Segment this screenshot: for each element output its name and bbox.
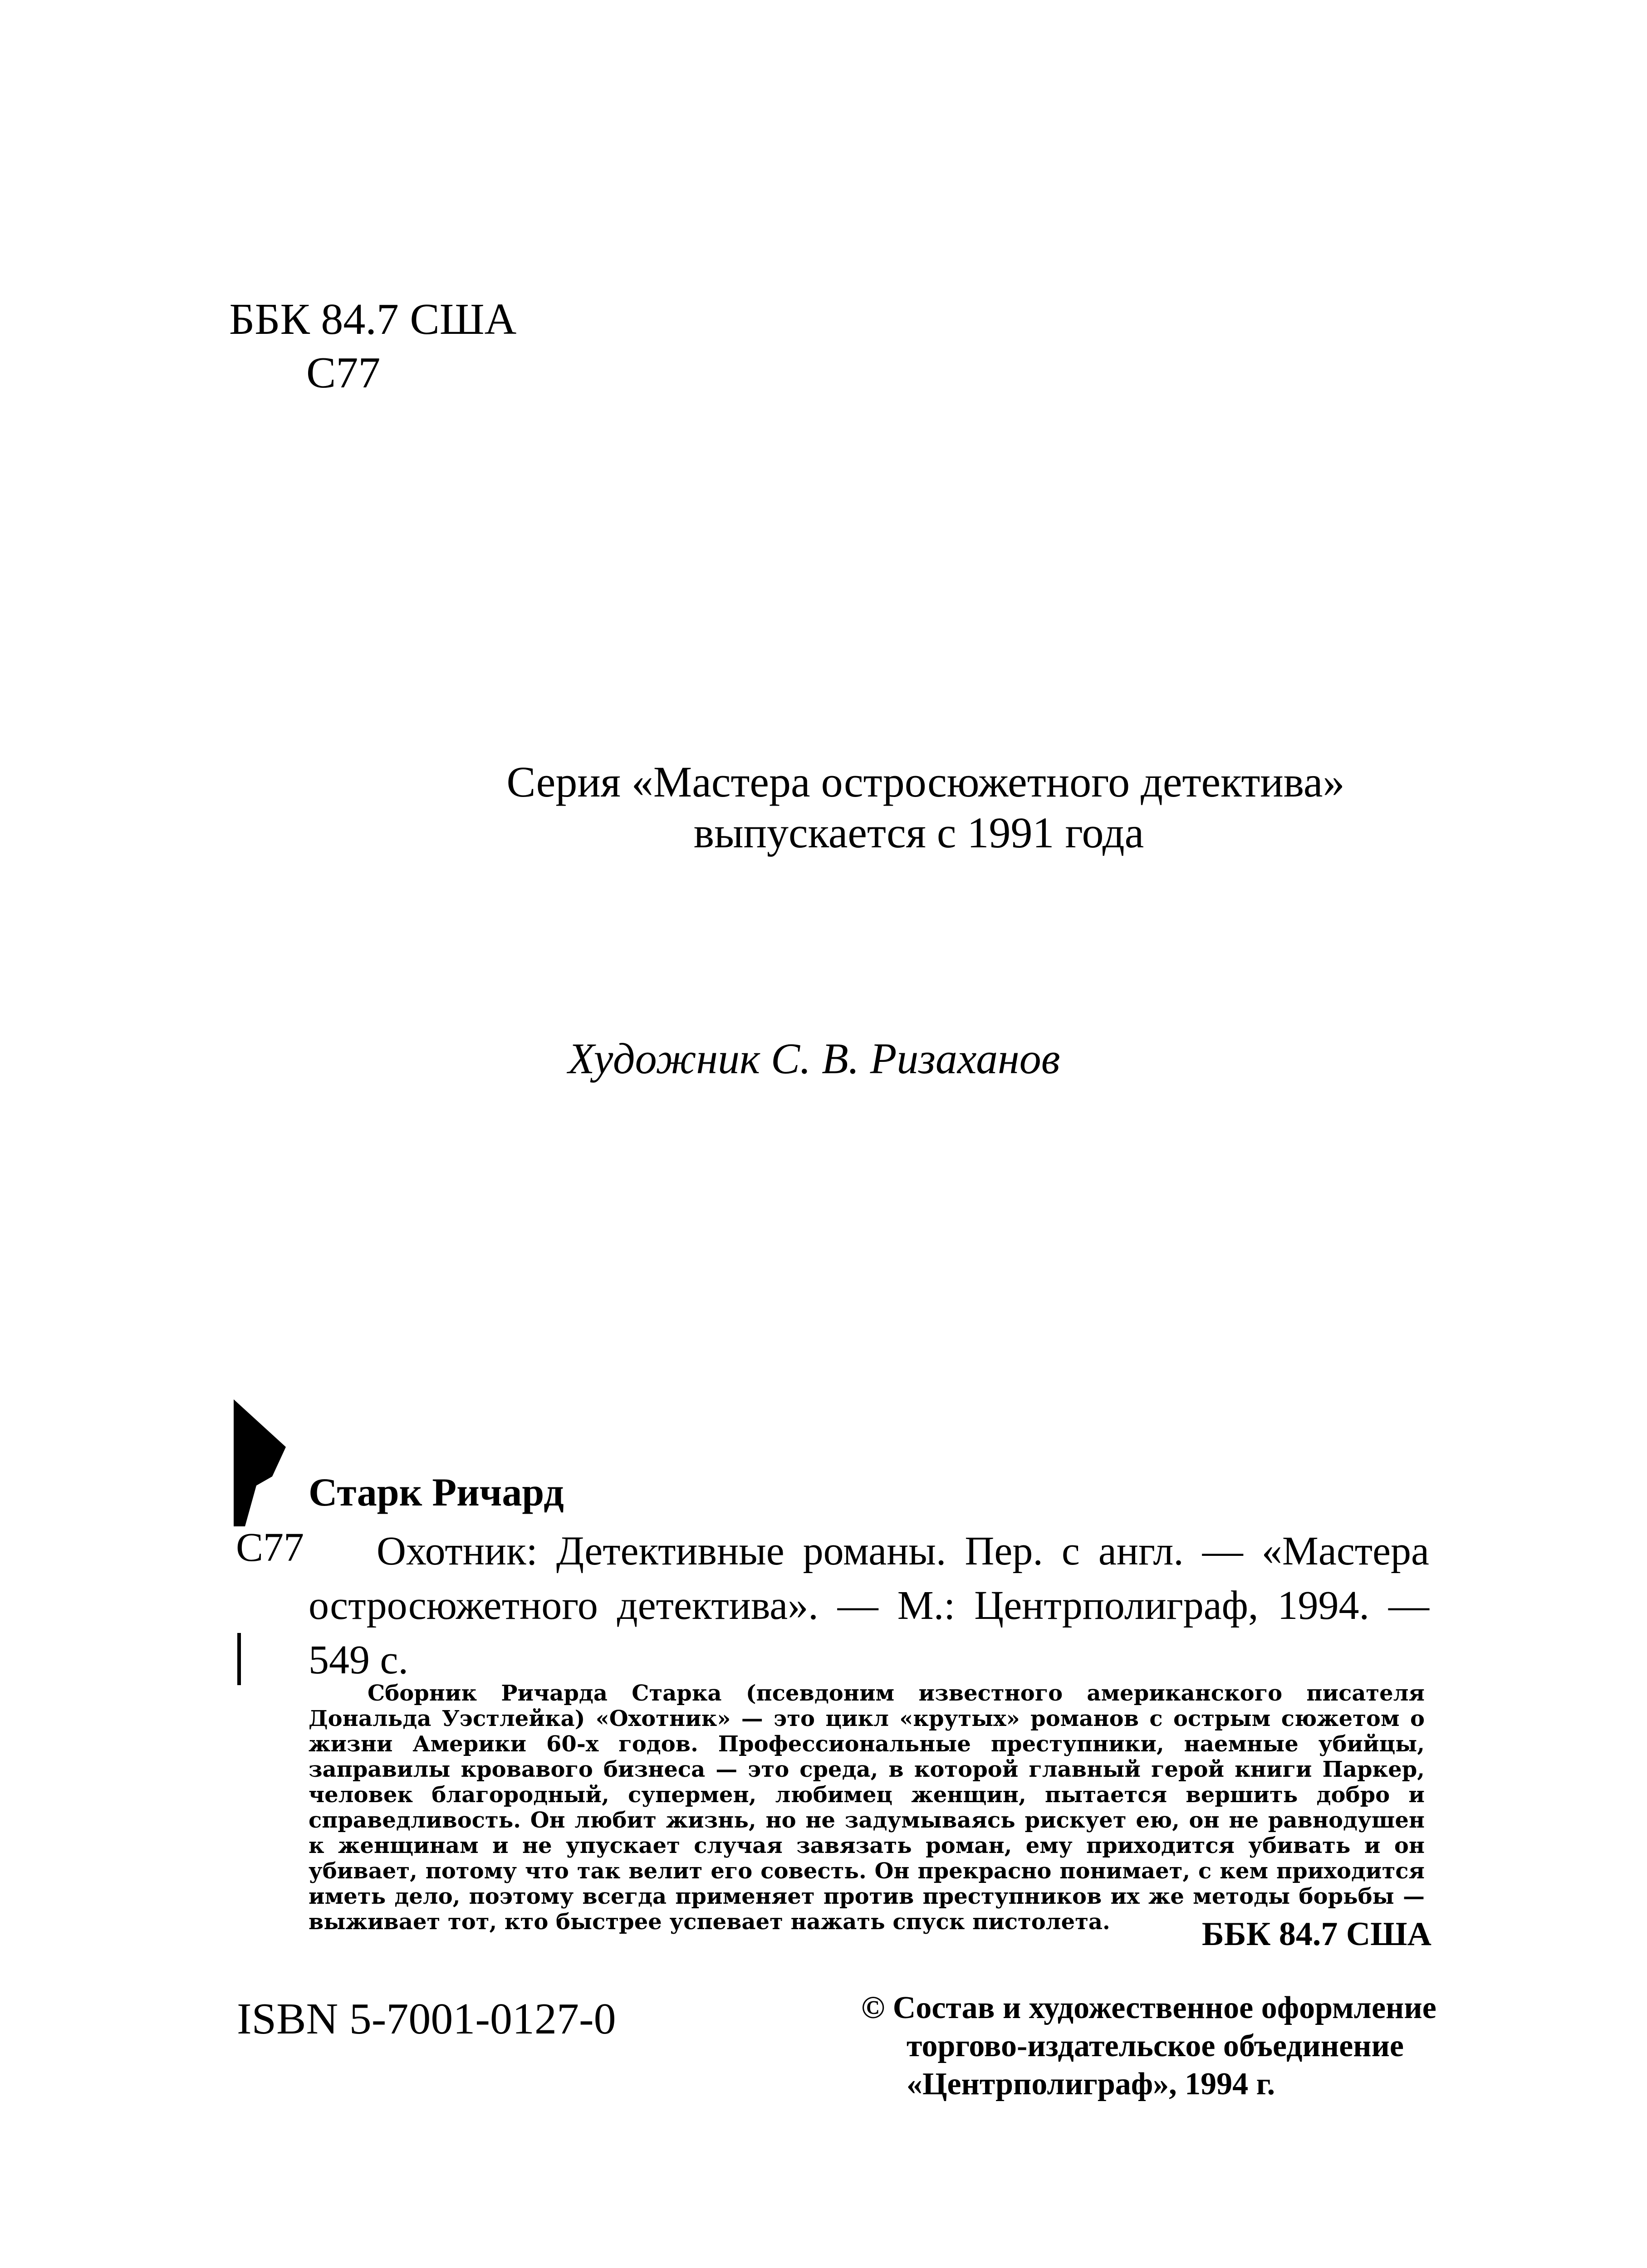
artist-credit: Художник С. В. Ризаханов	[568, 1034, 1060, 1083]
annotation-paragraph: Сборник Ричарда Старка (псевдоним известного американского писателя Дональда Уэстлейка) «Охотник» — это цикл «крутых» романов с острым сюжетом о жизни Америки 60-х годов. Профессиональные преступники, наемные убийцы, заправилы кровавого бизнеса — это среда, в которой главный герой книги Паркер, человек благородный, супермен, любимец женщин, пытается вершить добро и справедливость. Он любит жизнь, но не задумываясь рискует ею, он не равнодушен к женщинам и не упускает случая завязать роман, ему приходится убивать и он убивает, потому что так велит его совесть. Он прекрасно понимает, с кем приходится иметь дело, поэтому всегда применяет против преступников их же методы борьбы — выживает тот, кто быстрее успевает нажать спуск пистолета.	[309, 1681, 1425, 1935]
series-line-2: выпускается с 1991 года	[693, 808, 1144, 857]
series-note	[0, 757, 1647, 858]
catalog-description: Охотник: Детективные романы. Пер. с англ. — «Мастера остросюжетного детектива». — М.: Центрполиграф, 1994. — 549 с.	[309, 1529, 1429, 1682]
copyright-line-1: Состав и художественное оформление	[892, 1990, 1436, 2025]
copyright-block	[861, 1989, 1442, 2103]
catalog-code: С77	[236, 1525, 304, 1570]
bbk-classification-block	[229, 293, 516, 400]
catalog-author: Старк Ричард	[309, 1471, 564, 1515]
series-line-1: Серия «Мастера остросюжетного детектива»	[506, 758, 1345, 806]
bbk-classification-bottom: ББК 84.7 США	[1201, 1916, 1431, 1953]
bbk-classification: ББК 84.7 США	[229, 295, 517, 344]
isbn: ISBN 5-7001-0127-0	[237, 1994, 616, 2043]
copyright-icon: ©	[861, 1990, 885, 2025]
author-mark: С77	[306, 348, 381, 397]
copyright-line-2: торгово-издательское объединение	[907, 2028, 1404, 2063]
catalog-marker-icon	[229, 1399, 288, 1526]
copyright-line-3: «Центрполиграф», 1994 г.	[907, 2067, 1275, 2102]
margin-rule	[237, 1633, 241, 1685]
